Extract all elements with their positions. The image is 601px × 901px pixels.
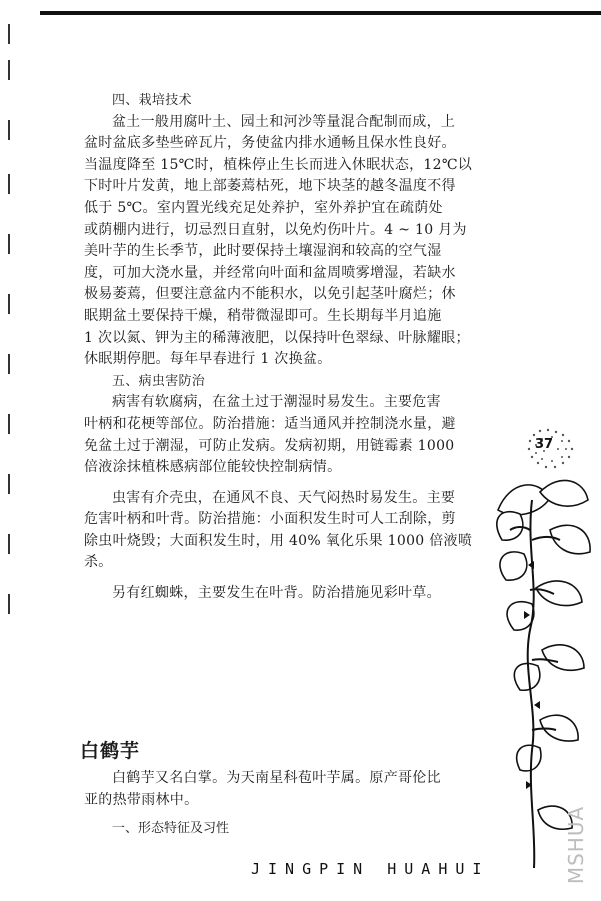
- text-line: 除虫叶烧毁；大面积发生时，用 40% 氧化乐果 1000 倍液喷: [84, 532, 473, 549]
- section-heading-pests: 五、病虫害防治: [112, 373, 206, 389]
- watermark-text: MSHUA: [564, 805, 588, 885]
- baihe-intro: [84, 767, 486, 811]
- watermark: [556, 800, 596, 890]
- text-line: 眠期盆土要保持干燥，稍带微湿即可。生长期每半月追施: [84, 307, 442, 324]
- text-line: 白鹤芋又名白掌。为天南星科苞叶芋属。原产哥伦比: [112, 770, 441, 786]
- text-line: 免盆土过于潮湿，可防止发病。发病初期，用链霉素 1000: [84, 437, 455, 454]
- text-line: 杀。: [84, 554, 113, 571]
- text-line: 盆时盆底多垫些碎瓦片，务使盆内排水通畅且保水性良好。: [84, 135, 456, 152]
- page-number: 37: [535, 437, 554, 452]
- text-line: 休眠期停肥。每年早春进行 1 次换盆。: [84, 351, 332, 368]
- main-text: [84, 90, 486, 605]
- text-line: 低于 5℃。室内置光线充足处养护，室外养护宜在疏荫处: [84, 199, 443, 216]
- text-line: 另有红蜘蛛，主要发生在叶背。防治措施见彩叶草。: [112, 585, 441, 602]
- text-line: 盆土一般用腐叶土、园土和河沙等量混合配制而成，上: [112, 113, 456, 130]
- running-footer: JINGPIN HUAHUI: [251, 860, 490, 878]
- page-number-badge: [522, 425, 578, 473]
- text-line: 下时叶片发黄，地上部萎蔫枯死，地下块茎的越冬温度不得: [84, 178, 456, 195]
- section-title-baihe: 白鹤芋: [80, 740, 141, 762]
- subsection-heading: 一、形态特征及习性: [112, 821, 230, 836]
- binding-marks: [8, 24, 11, 634]
- text-line: 叶柄和花梗等部位。防治措施：适当通风并控制浇水量，避: [84, 415, 456, 432]
- text-line: 病害有软腐病，在盆土过于潮湿时易发生。主要危害: [112, 394, 441, 411]
- text-line: 或荫棚内进行，切忌烈日直射，以免灼伤叶片。4 ~ 10 月为: [84, 221, 467, 238]
- section-heading-cultivation: 四、栽培技术: [112, 93, 192, 108]
- text-line: 度，可加大浇水量，并经常向叶面和盆周喷雾增湿，若缺水: [84, 264, 456, 281]
- text-line: 倍液涂抹植株感病部位能较快控制病情。: [84, 459, 342, 476]
- text-line: 虫害有介壳虫，在通风不良、天气闷热时易发生。主要: [112, 489, 456, 506]
- text-line: 1 次以氮、钾为主的稀薄液肥，以保持叶色翠绿、叶脉耀眼；: [84, 329, 470, 346]
- text-line: 亚的热带雨林中。: [84, 792, 199, 808]
- top-rule: [40, 11, 601, 15]
- text-line: 极易萎蔫，但要注意盆内不能积水，以免引起茎叶腐烂；休: [84, 286, 456, 303]
- text-line: 美叶芋的生长季节，此时要保持土壤湿润和较高的空气湿: [84, 243, 442, 260]
- text-line: 危害叶柄和叶背。防治措施：小面积发生时可人工刮除，剪: [84, 511, 456, 528]
- text-line: 当温度降至 15℃时，植株停止生长而进入休眠状态，12℃以: [84, 156, 473, 173]
